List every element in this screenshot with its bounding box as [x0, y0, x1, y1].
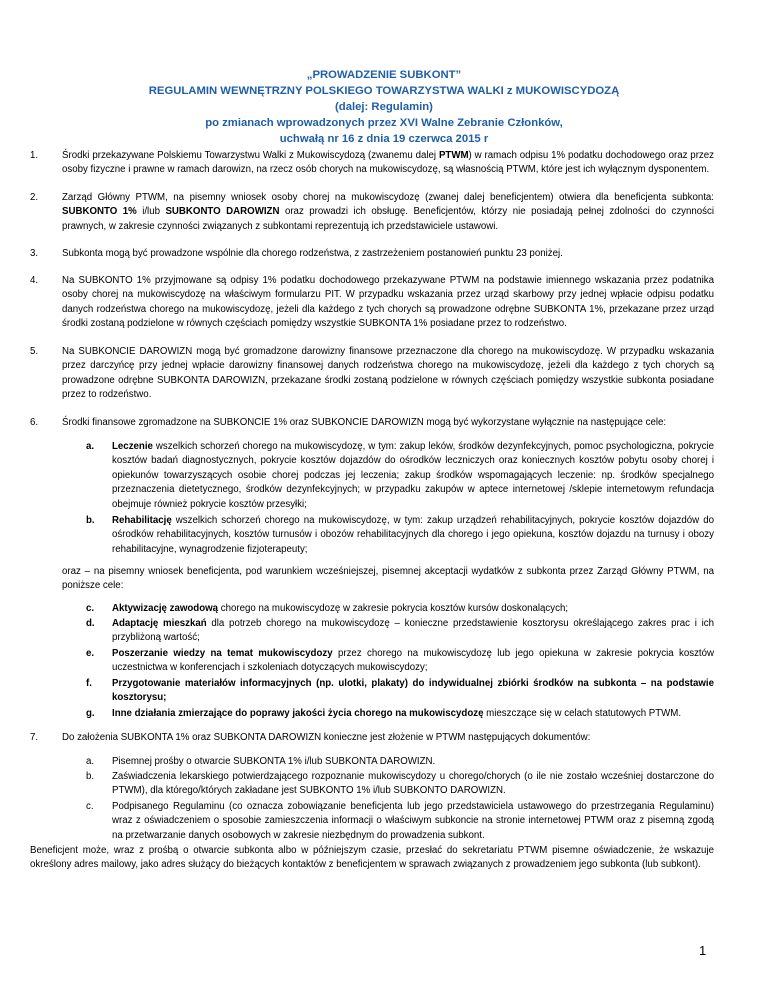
- paragraph-number: 6.: [30, 417, 39, 428]
- paragraph-text: Subkonta mogą być prowadzone wspólnie dla chorego rodzeństwa, z zastrzeżeniem postanowień punktu 23 poniżej.: [62, 248, 563, 259]
- list-letter: c.: [86, 801, 94, 812]
- closing-paragraph: Beneficjent może, wraz z prośbą o otwarcie subkonta albo w późniejszym czasie, przesłać do sekretariatu PTWM pisemne oświadczenie, że wskazuje określony adres mailowy, jako adres służący do bieżących kontaktów z beneficjentem w sprawach związanych z prowadzeniem jego subkonta (lub subkont).: [30, 845, 714, 871]
- paragraph-2: [30, 191, 715, 234]
- goal-item-g: [86, 707, 714, 721]
- header-title-line: (dalej: Regulamin): [335, 101, 433, 113]
- paragraph-6: [30, 416, 714, 430]
- paragraph-text: Środki finansowe zgromadzone na SUBKONCIE 1% oraz SUBKONCIE DAROWIZN mogą być wykorzystane wyłącznie na następujące cele:: [62, 417, 667, 428]
- paragraph-3: [30, 247, 714, 261]
- list-letter: d.: [86, 618, 95, 629]
- header-title-line: po zmianach wprowadzonych przez XVI Walne Zebranie Członków,: [205, 117, 563, 129]
- intermediate-paragraph: oraz – na pisemny wniosek beneficjenta, pod warunkiem wcześniejszej, pisemnej akceptacji wydatków z subkonta przez Zarząd Główny PTWM, na poniższe cele:: [62, 566, 714, 592]
- goal-item-e: [86, 647, 715, 676]
- goal-title: Inne działania zmierzające do poprawy jakości życia chorego na mukowiscydozę: [112, 708, 484, 719]
- goal-item-f: [86, 677, 714, 706]
- goal-text: wszelkich schorzeń chorego na mukowiscydozę, w tym: zakup urządzeń rehabilitacyjnych, pokrycie kosztów dojazdów do ośrodków rehabilitacyjnych, kosztów turnusów i obozów rehabilitacyjnych dla chorego i jego opiekuna, kosztów dojazdu na turnusy i obozy rehabilitacyjne, wynagrodzenie fizjoterapeuty;: [112, 515, 714, 555]
- goal-title: Poszerzanie wiedzy na temat mukowiscydozy: [112, 648, 333, 659]
- document-item-c: [86, 800, 714, 843]
- goal-text: przez chorego na mukowiscydozę lub jego opiekuna w zakresie pokrycia kosztów uczestnictwa w konferencjach i szkoleniach dotyczących mukowiscydozy;: [112, 648, 715, 674]
- paragraph-number: 2.: [30, 192, 39, 203]
- goal-title: Adaptację mieszkań: [112, 618, 207, 629]
- goal-text: mieszczące się w celach statutowych PTWM.: [483, 708, 682, 719]
- goal-item-d: [86, 617, 714, 646]
- list-letter: a.: [86, 756, 95, 767]
- list-letter: c.: [86, 603, 95, 614]
- list-letter: b.: [86, 771, 95, 782]
- list-letter: e.: [86, 648, 95, 659]
- paragraph-number: 4.: [30, 275, 39, 286]
- paragraph-7: [30, 731, 714, 745]
- document-text: Pisemnej prośby o otwarcie SUBKONTA 1% i/lub SUBKONTA DAROWIZN.: [112, 756, 436, 767]
- list-letter: f.: [86, 678, 92, 689]
- paragraph-bold-text: SUBKONTO DAROWIZN: [165, 206, 280, 218]
- document-header: [0, 67, 768, 147]
- list-letter: g.: [86, 708, 95, 719]
- paragraph-text: Na SUBKONTO 1% przyjmowane są odpisy 1% podatku dochodowego przekazywane PTWM na podstawie imiennego wskazania przez podatnika osoby chorej na mukowiscydozę na właściwym formularzu PIT. W przypadku wskazania przez urząd skarbowy przy jednej wpłacie odpisu podatku danych rodzeństwa chorego na mukowiscydozę, jeżeli dla każdego z tych chorych są prowadzone odrębne SUBKONTA 1%, przekazane przez urząd środki zostaną podzielone w równych częściach pomiędzy wszystkie SUBKONTA 1% posiadane przez to rodzeństwo.: [62, 275, 714, 330]
- goal-title: Leczenie: [112, 441, 153, 452]
- paragraph-text: oraz prowadzi ich obsługę. Beneficjentów, którzy nie posiadają pełnej zdolności do czynności prawnych, w zakresie czynności związanych z subkontami reprezentują ich przedstawiciele ustawowi.: [62, 206, 715, 232]
- goal-item-a: [86, 440, 714, 512]
- list-letter: a.: [86, 441, 95, 452]
- document-item-b: [86, 770, 714, 799]
- goal-item-c: [86, 602, 714, 616]
- paragraph-text: Zarząd Główny PTWM, na pisemny wniosek osoby chorej na mukowiscydozę (zwanej dalej beneficjentem) otwiera dla beneficjenta subkonta:: [62, 192, 714, 203]
- paragraph-5: [30, 345, 714, 403]
- goal-text: dla potrzeb chorego na mukowiscydozę – konieczne przedstawienie kosztorysu określającego zakres prac i ich przybliżoną wartość;: [112, 618, 714, 644]
- goal-text: wszelkich schorzeń chorego na mukowiscydozę, w tym: zakup leków, środków dezynfekcyjnych, pomoc psychologiczna, pokrycie kosztów badań diagnostycznych, pokrycie kosztów dojazdów do ośrodków leczniczych oraz koniecznych kosztów pobytu osoby chorej i opiekunów towarzyszących osobie chorej podczas jej leczenia; zakup środków wspomagających leczenie: np. środków specjalnego przeznaczenia dietetycznego, środków dezynfekcyjnych; w przypadku zakupów w aptece internetowej /sklepie internetowym refundacja obejmuje również pokrycie kosztów przesyłki;: [112, 441, 714, 510]
- header-title-line: uchwałą nr 16 z dnia 19 czerwca 2015 r: [279, 133, 489, 145]
- paragraph-text: i/lub: [136, 206, 166, 218]
- header-title-line: „PROWADZENIE SUBKONT”: [306, 69, 462, 81]
- paragraph-4: [30, 274, 714, 332]
- paragraph-number: 7.: [30, 732, 39, 743]
- paragraph-bold-text: PTWM: [438, 150, 469, 161]
- header-title-line: REGULAMIN WEWNĘTRZNY POLSKIEGO TOWARZYSTWA WALKI z MUKOWISCYDOZĄ: [148, 85, 620, 97]
- paragraph-bold-text: SUBKONTO 1%: [62, 206, 137, 218]
- document-text: Podpisanego Regulaminu (co oznacza zobowiązanie beneficjenta lub jego przedstawiciela ustawowego do przestrzegania Regulaminu) wraz z oświadczeniem o sposobie zamieszczenia informacji o właściwym subkoncie na stronie internetowej PTWM oraz z pisemną zgodą na przetwarzanie danych osobowych w zakresie niezbędnym do prowadzenia subkont.: [112, 801, 714, 841]
- goal-title: Przygotowanie materiałów informacyjnych (np. ulotki, plakaty) do indywidualnej zbiórki środków na subkonta – na podstawie kosztorysu;: [112, 678, 714, 704]
- paragraph-number: 1.: [30, 150, 39, 161]
- paragraph-number: 3.: [30, 248, 39, 259]
- paragraph-text: Środki przekazywane Polskiemu Towarzystwu Walki z Mukowiscydozą (zwanemu dalej: [62, 150, 439, 161]
- goal-title: Aktywizację zawodową: [112, 603, 219, 614]
- paragraph-number: 5.: [30, 346, 39, 357]
- paragraph-text: Do założenia SUBKONTA 1% oraz SUBKONTA DAROWIZN konieczne jest złożenie w PTWM następujących dokumentów:: [62, 732, 591, 743]
- goal-title: Rehabilitację: [112, 515, 172, 526]
- paragraph-1: [30, 149, 714, 178]
- goal-text: chorego na mukowiscydozę w zakresie pokrycia kosztów kursów doskonalących;: [218, 603, 569, 614]
- paragraph-text: Na SUBKONCIE DAROWIZN mogą być gromadzone darowizny finansowe przeznaczone dla chorego na mukowiscydozę. W przypadku wskazania przez darczyńcę przy jednej wpłacie darowizny finansowej danych rodzeństwa chorego na mukowiscydozę, jeżeli dla każdego z tych chorych są prowadzone odrębne SUBKONTA DAROWIZN, przekazane środki zostaną podzielone w równych częściach pomiędzy wszystkie subkonta posiadane przez to rodzeństwo.: [62, 346, 714, 401]
- paragraph-text: ) w ramach odpisu 1% podatku dochodowego oraz przez osoby fizyczne i prawne w ramach darowizn, na rzecz osób chorych na mukowiscydozę, są własnością PTWM, które jest ich wyłącznym dysponentem.: [62, 150, 714, 176]
- document-item-a: [86, 755, 714, 769]
- page-number: 1: [699, 943, 707, 958]
- list-letter: b.: [86, 515, 95, 526]
- goal-item-b: [86, 514, 714, 557]
- document-text: Zaświadczenia lekarskiego potwierdzającego rozpoznanie mukowiscydozy u chorego/chorych (o ile nie zostało wcześniej dostarczone do PTWM), dla którego/których zakładane jest SUBKONTO 1% i/lub SUBKONTO DAROWIZN.: [112, 771, 714, 797]
